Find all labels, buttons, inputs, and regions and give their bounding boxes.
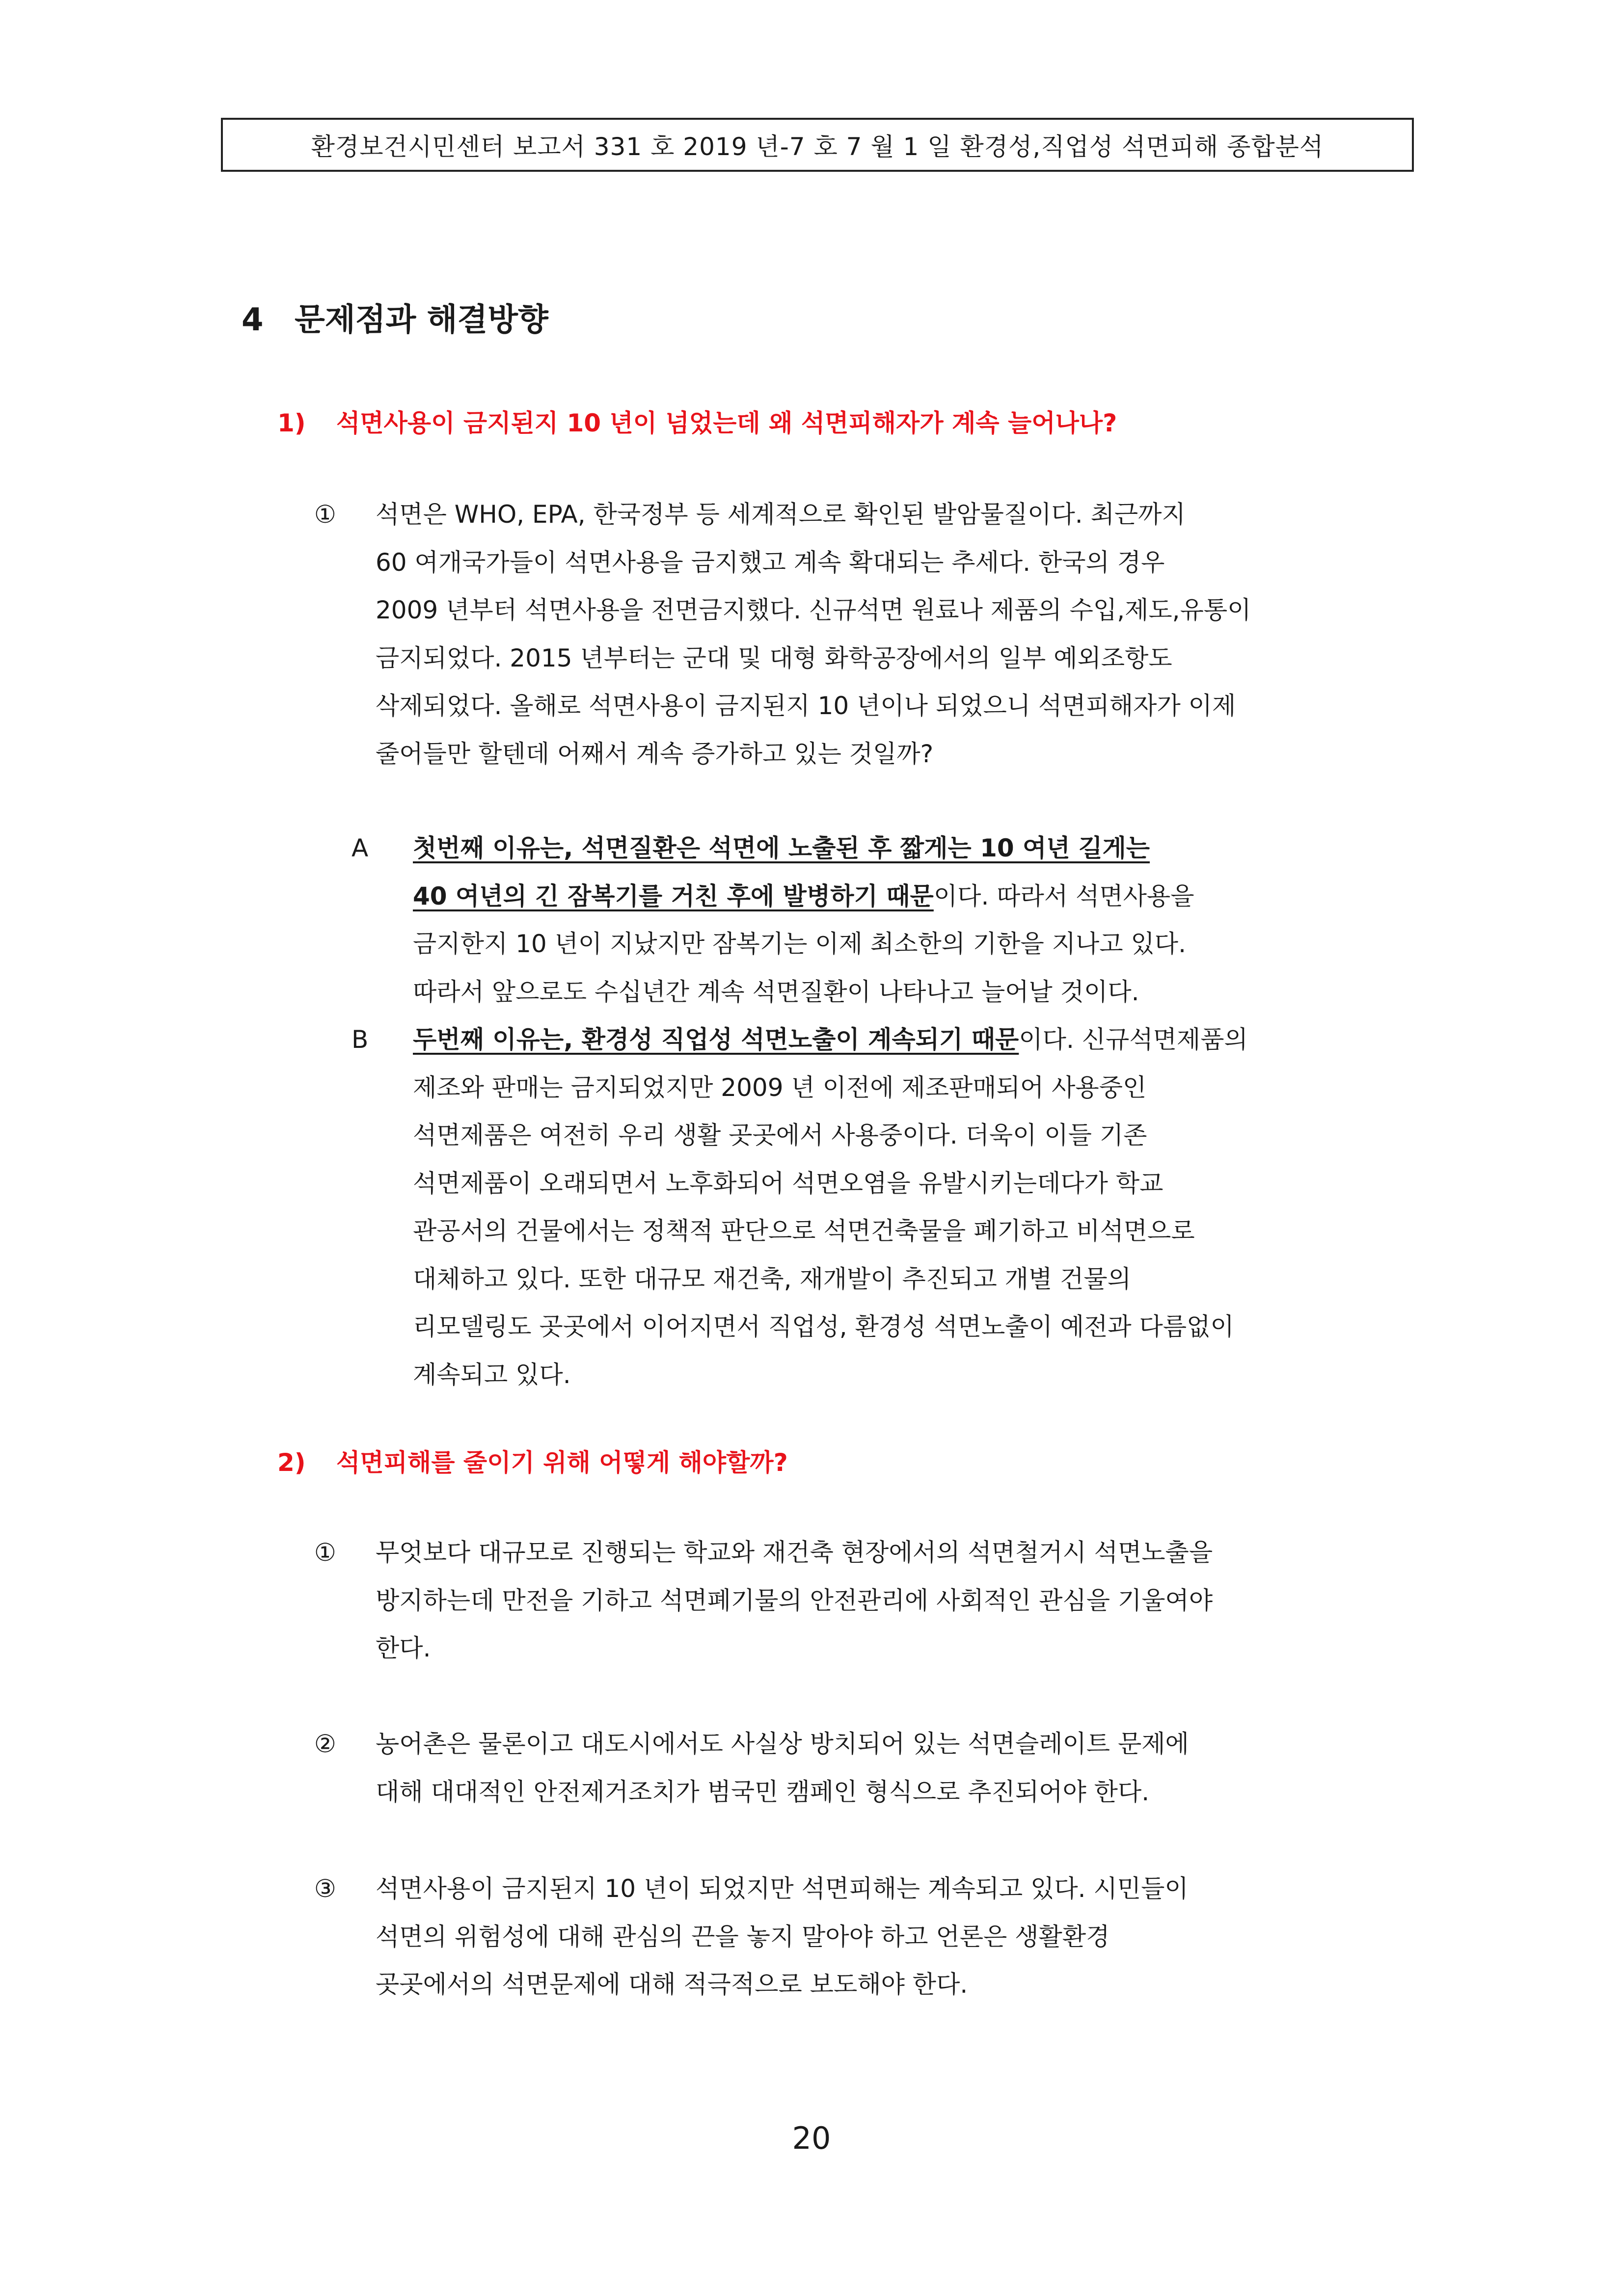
paragraph-line: 곳곳에서의 석면문제에 대해 적극적으로 보도해야 한다. (376, 1970, 968, 1999)
question-2-item-1 (314, 1529, 1394, 1673)
reason-b (352, 1016, 1402, 1399)
question-1-heading (277, 403, 1117, 439)
paragraph-line: 2009 년부터 석면사용을 전면금지했다. 신규석면 원료나 제품의 수입,제도,유통이 (376, 596, 1251, 624)
question-1-title: 석면사용이 금지된지 10 년이 넘었는데 왜 석면피해자가 계속 늘어나나? (336, 409, 1117, 437)
paragraph-line: 석면사용이 금지된지 10 년이 되었지만 석면피해는 계속되고 있다. 시민들이 (376, 1874, 1189, 1903)
paragraph-line: 줄어들만 할텐데 어째서 계속 증가하고 있는 것일까? (376, 739, 934, 768)
paragraph-line: 석면제품이 오래되면서 노후화되어 석면오염을 유발시키는데다가 학교 (413, 1169, 1163, 1198)
question-2-heading (277, 1443, 788, 1478)
question-2-title: 석면피해를 줄이기 위해 어떻게 해야할까? (336, 1448, 788, 1477)
reason-a-emphasis-2: 40 여년의 긴 잠복기를 거친 후에 발병하기 때문 (413, 881, 934, 910)
paragraph-line: 농어촌은 물론이고 대도시에서도 사실상 방치되어 있는 석면슬레이트 문제에 (376, 1730, 1189, 1758)
report-header-box (221, 118, 1414, 172)
paragraph-line: 대체하고 있다. 또한 대규모 재건축, 재개발이 추진되고 개별 건물의 (413, 1264, 1132, 1293)
page-number: 20 (792, 2120, 831, 2156)
paragraph-line: 제조와 판매는 금지되었지만 2009 년 이전에 제조판매되어 사용중인 (413, 1073, 1147, 1102)
question-2-number: 2) (277, 1448, 306, 1477)
paragraph-line: 리모델링도 곳곳에서 이어지면서 직업성, 환경성 석면노출이 예전과 다름없이 (413, 1312, 1234, 1341)
circled-number-3: ③ (314, 1874, 336, 1903)
circled-number-1: ① (314, 1538, 336, 1567)
paragraph-line: 한다. (376, 1634, 431, 1662)
paragraph-line: 석면제품은 여전히 우리 생활 곳곳에서 사용중이다. 더욱이 이들 기존 (413, 1121, 1147, 1149)
paragraph-line: 계속되고 있다. (413, 1360, 571, 1389)
section-title-text: 문제점과 해결방향 (295, 302, 548, 338)
reason-a-emphasis-1: 첫번째 이유는, 석면질환은 석면에 노출된 후 짧게는 10 여년 길게는 (413, 834, 1150, 862)
reason-b-marker: B (352, 1025, 369, 1054)
reason-b-text: 이다. 신규석면제품의 (1019, 1025, 1248, 1054)
reason-a-text: 이다. 따라서 석면사용을 (933, 881, 1194, 910)
reason-a (352, 825, 1402, 1016)
paragraph-line: 방지하는데 만전을 기하고 석면폐기물의 안전관리에 사회적인 관심을 기울여야 (376, 1586, 1213, 1615)
section-heading (242, 294, 548, 340)
paragraph-line: 석면은 WHO, EPA, 한국정부 등 세계적으로 확인된 발암물질이다. 최근까지 (376, 500, 1186, 529)
paragraph-line: 삭제되었다. 올해로 석면사용이 금지된지 10 년이나 되었으니 석면피해자가 이제 (376, 692, 1236, 720)
section-number: 4 (242, 302, 264, 338)
report-header-text: 환경보건시민센터 보고서 331 호 2019 년-7 호 7 월 1 일 환경성,직업성 석면피해 종합분석 (311, 133, 1324, 161)
reason-a-marker: A (352, 834, 369, 862)
paragraph-line: 60 여개국가들이 석면사용을 금지했고 계속 확대되는 추세다. 한국의 경우 (376, 548, 1165, 577)
question-2-item-2 (314, 1720, 1394, 1816)
paragraph-line: 금지되었다. 2015 년부터는 군대 및 대형 화학공장에서의 일부 예외조항도 (376, 643, 1172, 672)
reason-b-emphasis: 두번째 이유는, 환경성 직업성 석면노출이 계속되기 때문 (413, 1025, 1019, 1054)
question-1-item-1 (314, 491, 1394, 778)
paragraph-line: 금지한지 10 년이 지났지만 잠복기는 이제 최소한의 기한을 지나고 있다. (413, 930, 1186, 958)
paragraph-line: 무엇보다 대규모로 진행되는 학교와 재건축 현장에서의 석면철거시 석면노출을 (376, 1538, 1213, 1567)
question-2-item-3 (314, 1865, 1394, 2009)
paragraph-line: 관공서의 건물에서는 정책적 판단으로 석면건축물을 폐기하고 비석면으로 (413, 1217, 1195, 1245)
paragraph-line: 석면의 위험성에 대해 관심의 끈을 놓지 말아야 하고 언론은 생활환경 (376, 1922, 1110, 1951)
question-1-number: 1) (277, 409, 306, 437)
paragraph-line: 대해 대대적인 안전제거조치가 범국민 캠페인 형식으로 추진되어야 한다. (376, 1777, 1150, 1806)
circled-number-1: ① (314, 500, 336, 529)
paragraph-line: 따라서 앞으로도 수십년간 계속 석면질환이 나타나고 늘어날 것이다. (413, 977, 1139, 1006)
circled-number-2: ② (314, 1730, 336, 1758)
